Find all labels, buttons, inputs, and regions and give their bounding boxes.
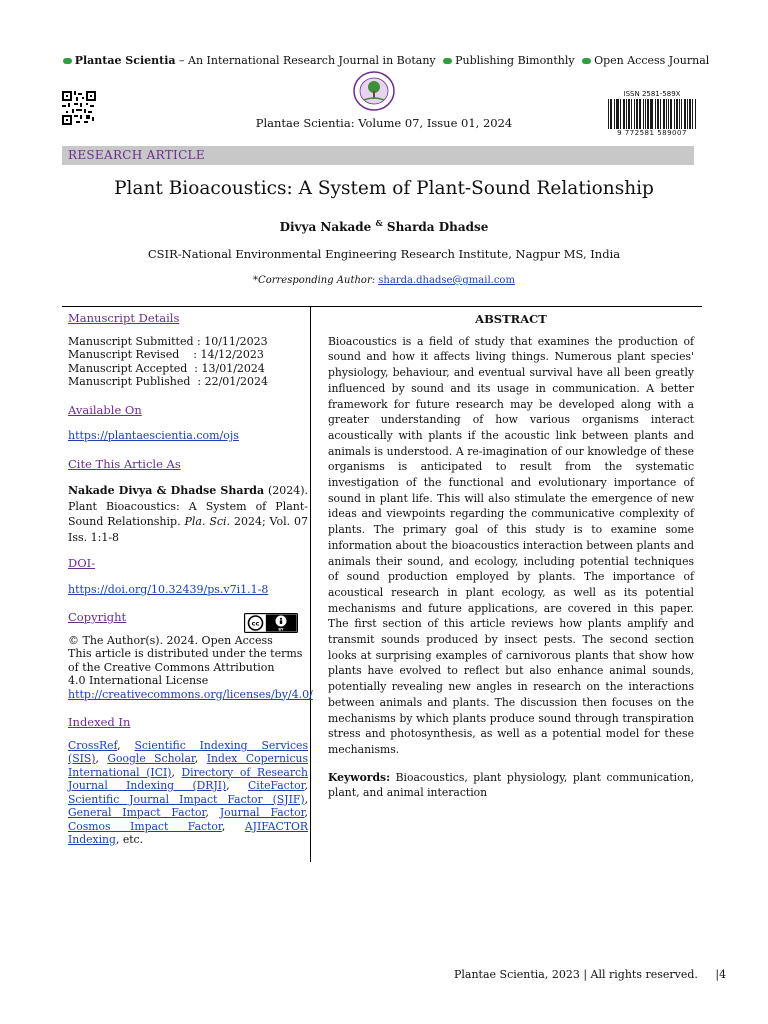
bullet-icon — [582, 58, 591, 64]
issn-label: ISSN 2581-589X — [623, 90, 681, 98]
barcode-bar — [671, 99, 672, 129]
author-name: Divya Nakade — [279, 220, 372, 234]
manuscript-date: Manuscript Accepted : 13/01/2024 — [68, 361, 265, 375]
index-link[interactable]: CiteFactor — [248, 779, 305, 792]
indexed-tail: etc. — [122, 833, 144, 846]
license-link[interactable]: http://creativecommons.org/licenses/by/4.0/ — [68, 687, 313, 701]
bullet-icon — [63, 58, 72, 64]
authors — [0, 218, 768, 234]
corresponding-label: *Corresponding Author: — [253, 275, 376, 286]
index-link[interactable]: CrossRef — [68, 738, 118, 752]
copyright-line: © The Author(s). 2024. Open Access — [68, 633, 273, 647]
index-link[interactable]: AJIFACTOR Indexing — [68, 819, 308, 846]
barcode-bar — [636, 99, 637, 129]
barcode-bar — [651, 99, 652, 129]
barcode-bar — [639, 99, 640, 129]
barcode-bar — [610, 99, 611, 129]
section-divider — [62, 306, 702, 307]
cite-journal: Pla. Sci. — [184, 515, 231, 528]
index-link[interactable]: Scientific Journal Impact Factor (SJIF) — [68, 792, 305, 806]
keywords — [328, 770, 694, 801]
manuscript-date: Manuscript Revised : 14/12/2023 — [68, 348, 264, 361]
barcode-bar — [650, 99, 651, 129]
barcode-bar — [624, 99, 625, 129]
article-title: Plant Bioacoustics: A System of Plant-Sound Relationship — [114, 178, 654, 199]
barcode-bar — [637, 99, 638, 129]
index-link[interactable]: Scientific Indexing Services (SIS) — [68, 738, 308, 765]
publishing-frequency: Publishing Bimonthly — [455, 54, 575, 67]
keywords-list: Bioacoustics, plant physiology, plant communication, plant, and animal interaction — [328, 770, 694, 800]
barcode-bar — [643, 99, 644, 129]
page-number: |4 — [715, 968, 727, 981]
article-type: RESEARCH ARTICLE — [68, 148, 205, 162]
index-link[interactable]: General Impact Factor — [68, 806, 206, 819]
index-link[interactable]: Journal Factor — [219, 806, 305, 819]
barcode-bar — [687, 99, 688, 129]
index-link[interactable]: Google Scholar — [107, 752, 195, 765]
doi-heading: DOI- — [68, 556, 96, 570]
article-sidebar — [68, 311, 313, 847]
copyright-line: of the Creative Commons Attribution — [68, 660, 275, 674]
corresponding-mark: & — [375, 218, 383, 228]
copyright-line: This article is distributed under the terms — [68, 647, 303, 660]
citation — [68, 483, 308, 545]
barcode-bar — [676, 99, 677, 129]
barcode-bar — [657, 99, 658, 129]
available-link[interactable]: https://plantaescientia.com/ojs — [68, 429, 239, 442]
barcode-bar — [616, 99, 617, 129]
barcode-bar — [689, 99, 690, 129]
affiliation: CSIR-National Environmental Engineering Research Institute, Nagpur MS, India — [147, 247, 621, 261]
barcode-bar — [614, 99, 615, 129]
cite-heading: Cite This Article As — [68, 456, 181, 471]
barcode-bar — [631, 99, 632, 129]
cite-year: (2024). — [267, 484, 309, 497]
barcode-bar — [634, 99, 635, 129]
barcode-bar — [690, 99, 691, 129]
barcode-bar — [628, 99, 629, 129]
journal-tagline: – An International Research Journal in Botany — [179, 54, 436, 67]
available-heading: Available On — [68, 402, 142, 417]
barcode-bar — [677, 99, 678, 129]
index-link[interactable]: Directory of Research Journal Indexing (DRJI) — [68, 765, 308, 792]
corresponding-author — [0, 275, 768, 286]
barcode-bar — [692, 99, 693, 129]
column-divider — [310, 306, 311, 862]
cc-by-license-icon[interactable] — [244, 613, 298, 633]
manuscript-heading: Manuscript Details — [68, 311, 180, 325]
issn-block — [608, 90, 696, 137]
index-link[interactable]: Cosmos Impact Factor — [68, 819, 222, 833]
cite-title: Plant Bioacoustics: A System of Plant-Sound Relationship. — [68, 499, 308, 528]
doi-link[interactable]: https://doi.org/10.32439/ps.v7i1.1-8 — [68, 582, 269, 596]
index-link[interactable]: Index Copernicus International (ICI) — [68, 752, 308, 779]
barcode-bar — [618, 99, 619, 129]
keywords-label: Keywords: — [328, 770, 391, 784]
issn-digits: 9 772581 589007 — [617, 129, 687, 137]
journal-logo-icon — [350, 70, 398, 112]
barcode-bar — [640, 99, 641, 129]
svg-text:cc: cc — [251, 619, 260, 628]
author-name: Sharda Dhadse — [386, 220, 489, 234]
bullet-icon — [443, 58, 452, 64]
barcode-bar — [648, 99, 649, 129]
abstract-heading: ABSTRACT — [475, 312, 547, 326]
barcode-bar — [681, 99, 682, 129]
barcode-bar — [666, 99, 667, 129]
barcode-bar — [647, 99, 648, 129]
barcode-bar — [660, 99, 661, 129]
barcode-bar — [623, 99, 624, 129]
barcode-bar — [663, 99, 664, 129]
abstract-section — [328, 312, 694, 801]
barcode-bar — [664, 99, 665, 129]
barcode-bar — [674, 99, 675, 129]
barcode-bar — [626, 99, 627, 129]
barcode-bar — [684, 99, 685, 129]
barcode-bar — [645, 99, 646, 129]
copyright-line: 4.0 International License — [68, 674, 209, 687]
barcode-bar — [611, 99, 612, 129]
journal-topbar — [0, 54, 768, 67]
barcode-bar — [620, 99, 621, 129]
barcode-bar — [608, 99, 609, 129]
manuscript-date: Manuscript Submitted : 10/11/2023 — [68, 334, 268, 348]
page-footer — [454, 968, 726, 981]
barcode-bar — [670, 99, 671, 129]
access-type: Open Access Journal — [594, 54, 710, 67]
index-list: CrossRef, Scientific Indexing Services (SIS), Google Scholar, Index Copernicus International (ICI), Directory of Research Journal Indexing (DRJI), CiteFactor, Scientific Journal Impact Factor (SJIF), General Impact Factor, Journal Factor, Cosmos Impact Factor, AJIFACTOR Indexing, etc. — [68, 738, 308, 846]
abstract-body: Bioacoustics is a field of study that examines the production of sound and how it affects living things. Numerous plant species' physiology, behaviour, and eventual survival have all been greatly influenced by sound and its usage in communication. A better framework for future research may be developed along with a greater understanding of how various organisms interact acoustically with plants if the acoustic link between plants and animals is understood. A re-imagination of our knowledge of these organisms is anticipated to result from the systematic investigation of the functional and evolutionary importance of sound in plant life. This will also stimulate the emergence of new ideas and viewpoints regarding the communicative complexity of plants. The primary goal of this study is to examine some information about the bioacoustics interaction between plants and animals their sound, and ecology, including potential techniques of sound production employed by plants. The importance of acoustical research in plant ecology, as well as its potential mechanisms and future applications, are covered in this paper. The first section of this article reviews how plants amplify and transmit sounds produced by insect pests. The second section looks at surprising examples of carnivorous plants that show how plants have evolved to reflect but also enhance animal sounds, potentially revealing new angles in research on the interactions between animals and plants. The discussion then focuses on the mechanisms by which plants produce sound through transpiration stress and photosynthesis, as well as a potential model for these mechanisms. — [328, 334, 694, 756]
barcode-icon — [608, 99, 696, 129]
svg-text:BY: BY — [278, 627, 284, 632]
barcode-bar — [668, 99, 669, 129]
barcode-bar — [655, 99, 656, 129]
barcode-bar — [617, 99, 618, 129]
copyright-heading: Copyright — [68, 610, 127, 624]
corresponding-email-link[interactable]: sharda.dhadse@gmail.com — [378, 275, 515, 286]
manuscript-date: Manuscript Published : 22/01/2024 — [68, 375, 268, 388]
barcode-bar — [679, 99, 680, 129]
journal-name: Plantae Scientia — [74, 54, 176, 67]
article-type-band — [62, 146, 694, 165]
barcode-bar — [629, 99, 630, 129]
barcode-bar — [695, 99, 696, 129]
footer-text: Plantae Scientia, 2023 | All rights reserved. — [454, 968, 698, 981]
barcode-bar — [685, 99, 686, 129]
cite-volume: 2024; Vol. 07 Iss. 1:1-8 — [68, 515, 309, 544]
volume-issue: Plantae Scientia: Volume 07, Issue 01, 2024 — [255, 116, 513, 130]
barcode-bar — [652, 99, 653, 129]
barcode-bar — [658, 99, 659, 129]
indexed-heading: Indexed In — [68, 715, 131, 729]
cite-authors: Nakade Divya & Dhadse Sharda — [68, 484, 265, 497]
